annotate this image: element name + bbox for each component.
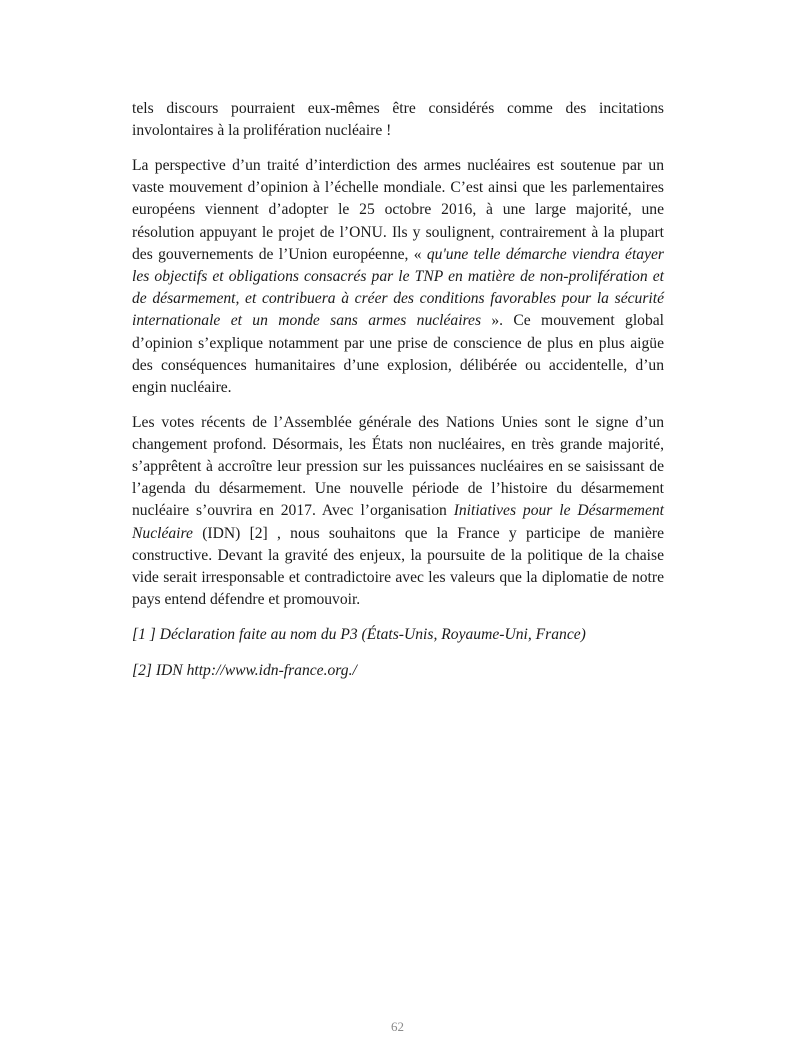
paragraph-resolution xyxy=(132,155,664,399)
resolution-quote: qu'une telle démarche viendra étayer les objectifs et obligations consacrés par le TNP en matière de non-prolifération et de désarmement, et contribuera à créer des conditions favorables pour la sécurité internationale et un monde sans armes nucléaires xyxy=(132,245,664,330)
paragraph-resolution-text-end: ». Ce mouvement global d’opinion s’explique notamment par une prise de conscience de plus en plus aigüe des conséquences humanitaires d’une explosion, délibérée ou accidentelle, d’un engin nucléaire. xyxy=(132,312,664,396)
paragraph-un-votes-text-end: (IDN) [2] , nous souhaitons que la France y participe de manière constructive. Devant la gravité des enjeux, la poursuite de la politique de la chaise vide serait irresponsable et contradictoire avec les valeurs que la diplomatie de notre pays entend défendre et promouvoir. xyxy=(132,524,664,609)
paragraph-intro xyxy=(132,98,664,142)
paragraph-resolution-text: La perspective d’un traité d’interdiction des armes nucléaires est soutenue par un vaste mouvement d’opinion à l’échelle mondiale. C’est ainsi que les parlementaires européens viennent d’adopter le 25 octobre 2016, à une large majorité, une résolution appuyant le projet de l’ONU. Ils y soulignent, contrairement à la plupart des gouvernements de l’Union européenne, « xyxy=(132,156,664,263)
footnote-1: [1 ] Déclaration faite au nom du P3 (États-Unis, Royaume-Uni, France) xyxy=(132,625,586,643)
paragraph-un-votes xyxy=(132,412,664,612)
footnote-2: [2] IDN http://www.idn-france.org./ xyxy=(132,662,357,680)
organisation-name: Initiatives pour le Désarmement Nucléaire xyxy=(132,502,664,542)
document-body xyxy=(132,98,664,694)
paragraph-intro-text: tels discours pourraient eux-mêmes être considérés comme des incitations involontaires à la prolifération nucléaire ! xyxy=(132,100,664,140)
page-number: 62 xyxy=(391,1019,404,1034)
paragraph-un-votes-text: Les votes récents de l’Assemblée générale des Nations Unies sont le signe d’un changement profond. Désormais, les États non nucléaires, en très grande majorité, s’apprêtent à accroître leur pression sur les puissances nucléaires en se saisissant de l’agenda du désarmement. Une nouvelle période de l’histoire du désarmement nucléaire s’ouvrira en 2017. Avec l’organisation xyxy=(132,413,664,520)
